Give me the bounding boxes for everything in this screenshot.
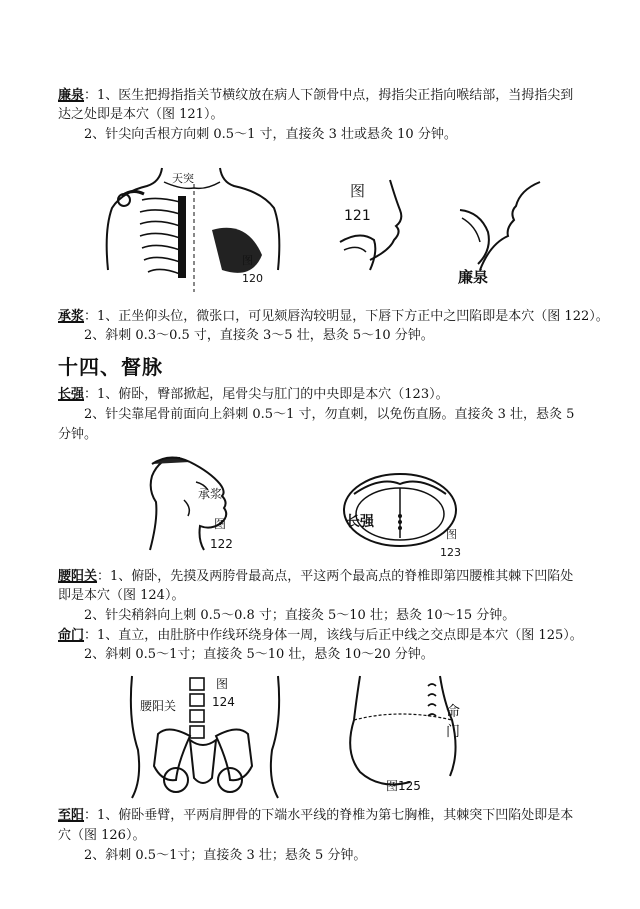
zhiyang-line-2: 穴（图 126）。 [58, 828, 146, 843]
figure-121 [330, 170, 560, 290]
zhiyang-line-3: 2、斜刺 0.5～1寸；直接灸 3 壮；悬灸 5 分钟。 [84, 848, 367, 863]
figure-125 [340, 672, 480, 800]
figure-123-num: 123 [440, 546, 461, 558]
mingmen-line-1: 命门：1、直立，由肚脐中作线环绕身体一周，该线与后正中线之交点即是本穴（图 125）。 [58, 628, 583, 643]
lianquan-line-2: 达之处即是本穴（图 121）。 [58, 107, 224, 122]
figure-122-label: 图 [214, 517, 227, 531]
yaoyangguan-line-2: 即是本穴（图 124）。 [58, 588, 185, 603]
figure-125-label: 图125 [386, 779, 421, 793]
chengjiang-line-2: 2、斜刺 0.3～0.5 寸，直接灸 3～5 壮，悬灸 5～10 分钟。 [84, 328, 434, 343]
mingmen-line-2: 2、斜刺 0.5～1寸；直接灸 5～10 壮，悬灸 10～20 分钟。 [84, 647, 434, 662]
figure-124-num: 124 [212, 695, 235, 709]
changqiang-term: 长强 [58, 387, 85, 402]
figure-125-point-1: 命 [446, 704, 460, 720]
figure-120-label: 图 [242, 254, 253, 267]
figure-124 [118, 670, 288, 800]
figure-124-label: 图 [216, 677, 229, 691]
figure-122 [140, 450, 250, 555]
figure-120-point: 天突 [172, 172, 194, 185]
lianquan-term: 廉泉 [58, 88, 85, 103]
figure-120 [102, 160, 287, 295]
zhiyang-term: 至阳 [58, 808, 85, 823]
zhiyang-line-1: 至阳：1、俯卧垂臂，平两肩胛骨的下端水平线的脊椎为第七胸椎，其棘突下凹陷处即是本 [58, 808, 574, 823]
changqiang-line-1: 长强：1、俯卧，臀部掀起，尾骨尖与肛门的中央即是本穴（123）。 [58, 387, 449, 402]
figure-124-point: 腰阳关 [140, 699, 177, 713]
chengjiang-line-1: 承浆：1、正坐仰头位，微张口，可见颏唇沟较明显，下唇下方正中之凹陷即是本穴（图 122）。 [58, 309, 609, 324]
figure-123-point: 长强 [346, 514, 374, 530]
changqiang-line-3: 分钟。 [58, 427, 98, 442]
lianquan-line-3: 2、针尖向舌根方向刺 0.5～1 寸，直接灸 3 壮或悬灸 10 分钟。 [84, 127, 457, 142]
yaoyangguan-line-1: 腰阳关：1、俯卧，先摸及两胯骨最高点，平这两个最高点的脊椎即第四腰椎其棘下凹陷处 [58, 569, 574, 584]
figure-121-label: 图 [350, 182, 366, 200]
figure-122-point: 承浆 [198, 487, 223, 501]
figure-120-num: 120 [242, 272, 263, 285]
section-heading: 十四、督脉 [58, 355, 163, 379]
mingmen-term: 命门 [58, 628, 85, 643]
figure-123-label: 图 [446, 528, 457, 541]
figure-122-num: 122 [210, 537, 233, 551]
figure-123 [340, 470, 480, 558]
figure-121-point: 廉泉 [458, 268, 489, 286]
lianquan-line-1: 廉泉：1、医生把拇指指关节横纹放在病人下颌骨中点，拇指尖正指向喉结部，当拇指尖到 [58, 88, 574, 103]
chengjiang-term: 承浆 [58, 309, 85, 324]
changqiang-line-2: 2、针尖靠尾骨前面向上斜刺 0.5～1 寸，勿直刺，以免伤直肠。直接灸 3 壮，悬灸 5 [84, 407, 575, 422]
figure-125-point-2: 门 [446, 724, 460, 740]
yaoyangguan-term: 腰阳关 [58, 569, 98, 584]
yaoyangguan-line-3: 2、针尖稍斜向上刺 0.5～0.8 寸；直接灸 5～10 壮；悬灸 10～15 分钟。 [84, 608, 516, 623]
figure-121-num: 121 [344, 208, 371, 224]
